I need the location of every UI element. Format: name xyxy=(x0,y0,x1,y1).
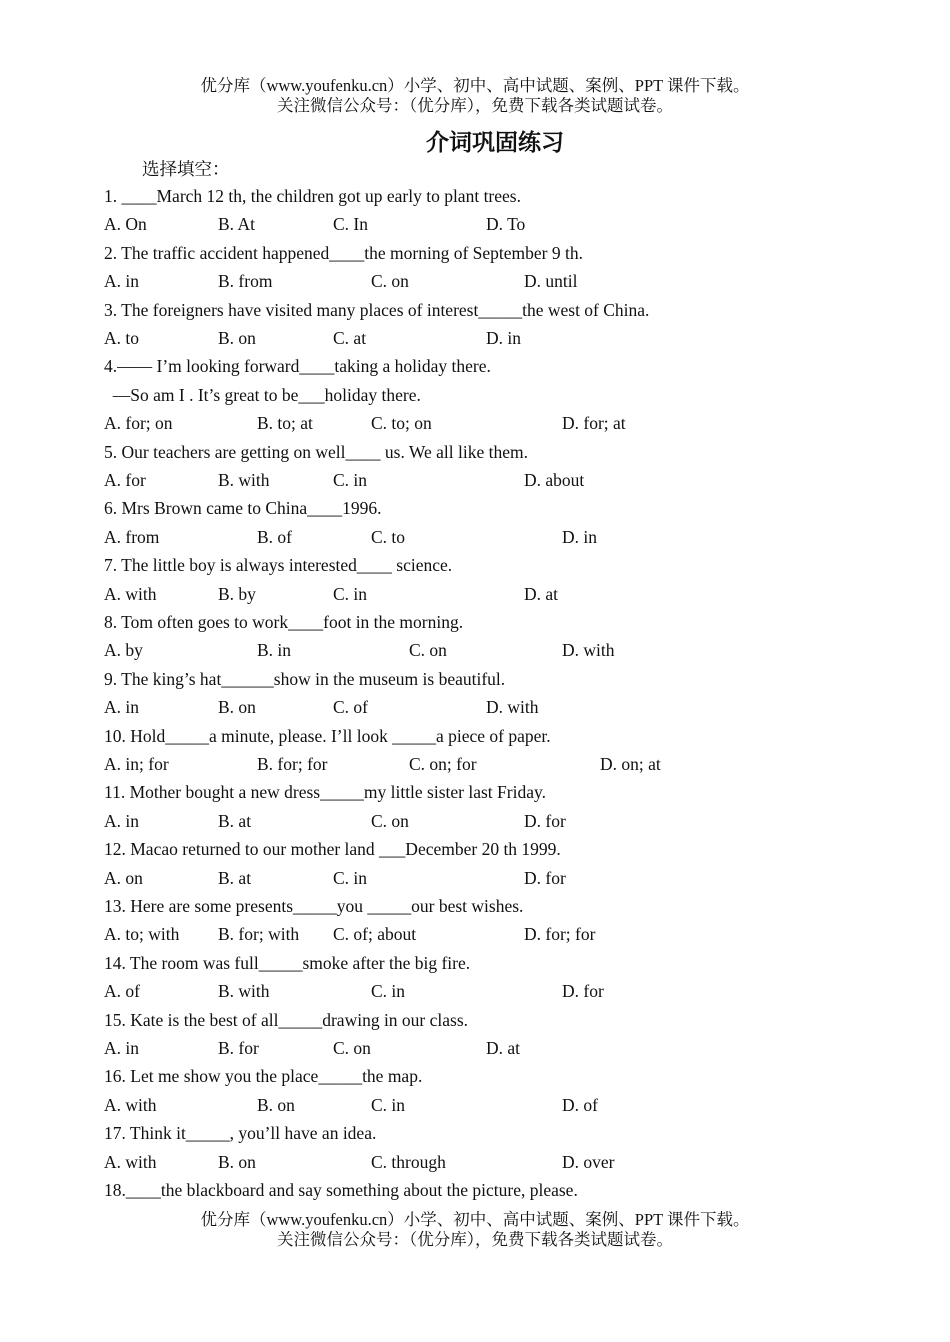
question-12-option-d: D. for xyxy=(524,868,566,888)
question-6-option-b: B. of xyxy=(257,527,292,547)
question-8-option-d: D. with xyxy=(562,640,615,660)
question-16-text: 16. Let me show you the place_____the map. xyxy=(104,1066,423,1086)
question-12-option-b: B. at xyxy=(218,868,252,888)
instruction: 选择填空： xyxy=(142,159,230,179)
question-16-option-c: C. in xyxy=(371,1095,406,1115)
question-2-option-d: D. until xyxy=(524,271,578,291)
question-6-option-d: D. in xyxy=(562,527,597,547)
question-5-option-a: A. for xyxy=(104,470,146,490)
question-2-option-c: C. on xyxy=(371,271,409,291)
question-16-option-d: D. of xyxy=(562,1095,598,1115)
question-14-text: 14. The room was full_____smoke after the big fire. xyxy=(104,953,471,973)
question-12-option-a: A. on xyxy=(104,868,143,888)
question-5-option-c: C. in xyxy=(333,470,368,490)
question-9-option-a: A. in xyxy=(104,697,139,717)
question-4-text: —So am I . It’s great to be___holiday there. xyxy=(104,385,421,405)
question-8-option-c: C. on xyxy=(409,640,447,660)
question-9-option-b: B. on xyxy=(218,697,256,717)
question-8-text: 8. Tom often goes to work____foot in the morning. xyxy=(104,612,464,632)
question-18-text: 18.____the blackboard and say something about the picture, please. xyxy=(104,1180,578,1200)
question-2-option-a: A. in xyxy=(104,271,139,291)
question-13-option-d: D. for; for xyxy=(524,924,596,944)
question-4-text: 4.—— I’m looking forward____taking a holiday there. xyxy=(104,356,491,376)
question-13-option-b: B. for; with xyxy=(218,924,300,944)
question-7-text: 7. The little boy is always interested____ science. xyxy=(104,555,453,575)
question-8-option-a: A. by xyxy=(104,640,143,660)
question-5-option-d: D. about xyxy=(524,470,585,490)
question-3-option-d: D. in xyxy=(486,328,521,348)
question-16-option-b: B. on xyxy=(257,1095,295,1115)
question-1-text: 1. ____March 12 th, the children got up early to plant trees. xyxy=(104,186,521,206)
question-11-text: 11. Mother bought a new dress_____my little sister last Friday. xyxy=(104,782,546,802)
question-3-text: 3. The foreigners have visited many places of interest_____the west of China. xyxy=(104,300,650,320)
question-17-option-c: C. through xyxy=(371,1152,446,1172)
question-7-option-a: A. with xyxy=(104,584,157,604)
question-1-option-c: C. In xyxy=(333,214,368,234)
question-11-option-a: A. in xyxy=(104,811,139,831)
question-11-option-b: B. at xyxy=(218,811,252,831)
page-title: 介词巩固练习 xyxy=(426,130,564,156)
question-3-option-c: C. at xyxy=(333,328,367,348)
question-13-option-a: A. to; with xyxy=(104,924,180,944)
question-15-option-d: D. at xyxy=(486,1038,521,1058)
question-10-option-a: A. in; for xyxy=(104,754,169,774)
question-4-option-a: A. for; on xyxy=(104,413,173,433)
question-1-option-a: A. On xyxy=(104,214,147,234)
question-17-option-a: A. with xyxy=(104,1152,157,1172)
question-15-option-a: A. in xyxy=(104,1038,139,1058)
page-footer xyxy=(0,1210,950,1250)
question-10-option-c: C. on; for xyxy=(409,754,477,774)
footer-line-2: 关注微信公众号：（优分库），免费下载各类试题试卷。 xyxy=(277,1230,673,1249)
question-1-option-b: B. At xyxy=(218,214,255,234)
question-12-text: 12. Macao returned to our mother land ___December 20 th 1999. xyxy=(104,839,561,859)
question-3-option-b: B. on xyxy=(218,328,256,348)
question-15-option-b: B. for xyxy=(218,1038,259,1058)
question-12-option-c: C. in xyxy=(333,868,368,888)
question-17-option-d: D. over xyxy=(562,1152,615,1172)
question-9-option-d: D. with xyxy=(486,697,539,717)
question-13-option-c: C. of; about xyxy=(333,924,417,944)
question-7-option-d: D. at xyxy=(524,584,559,604)
question-14-option-d: D. for xyxy=(562,981,604,1001)
question-7-option-c: C. in xyxy=(333,584,368,604)
question-13-text: 13. Here are some presents_____you _____our best wishes. xyxy=(104,896,524,916)
question-6-text: 6. Mrs Brown came to China____1996. xyxy=(104,498,382,518)
question-14-option-b: B. with xyxy=(218,981,270,1001)
footer-line-1: 优分库（www.youfenku.cn）小学、初中、高中试题、案例、PPT 课件下载。 xyxy=(200,1210,750,1229)
question-16-option-a: A. with xyxy=(104,1095,157,1115)
question-3-option-a: A. to xyxy=(104,328,139,348)
question-14-option-c: C. in xyxy=(371,981,406,1001)
question-4-option-b: B. to; at xyxy=(257,413,313,433)
question-5-option-b: B. with xyxy=(218,470,270,490)
question-6-option-a: A. from xyxy=(104,527,160,547)
question-17-option-b: B. on xyxy=(218,1152,256,1172)
page-header xyxy=(0,76,950,116)
question-10-option-b: B. for; for xyxy=(257,754,328,774)
question-6-option-c: C. to xyxy=(371,527,406,547)
question-4-option-d: D. for; at xyxy=(562,413,626,433)
question-11-option-d: D. for xyxy=(524,811,566,831)
question-9-option-c: C. of xyxy=(333,697,368,717)
question-8-option-b: B. in xyxy=(257,640,292,660)
question-1-option-d: D. To xyxy=(486,214,526,234)
question-14-option-a: A. of xyxy=(104,981,140,1001)
question-9-text: 9. The king’s hat______show in the museum is beautiful. xyxy=(104,669,506,689)
question-17-text: 17. Think it_____, you’ll have an idea. xyxy=(104,1123,377,1143)
header-line-1: 优分库（www.youfenku.cn）小学、初中、高中试题、案例、PPT 课件下载。 xyxy=(200,76,750,95)
question-15-option-c: C. on xyxy=(333,1038,371,1058)
question-4-option-c: C. to; on xyxy=(371,413,432,433)
question-10-option-d: D. on; at xyxy=(600,754,661,774)
question-2-option-b: B. from xyxy=(218,271,273,291)
question-11-option-c: C. on xyxy=(371,811,409,831)
header-line-2: 关注微信公众号：（优分库），免费下载各类试题试卷。 xyxy=(277,96,673,115)
question-2-text: 2. The traffic accident happened____the morning of September 9 th. xyxy=(104,243,583,263)
question-5-text: 5. Our teachers are getting on well____ us. We all like them. xyxy=(104,442,528,462)
question-15-text: 15. Kate is the best of all_____drawing in our class. xyxy=(104,1010,469,1030)
question-10-text: 10. Hold_____a minute, please. I’ll look _____a piece of paper. xyxy=(104,726,551,746)
question-7-option-b: B. by xyxy=(218,584,256,604)
